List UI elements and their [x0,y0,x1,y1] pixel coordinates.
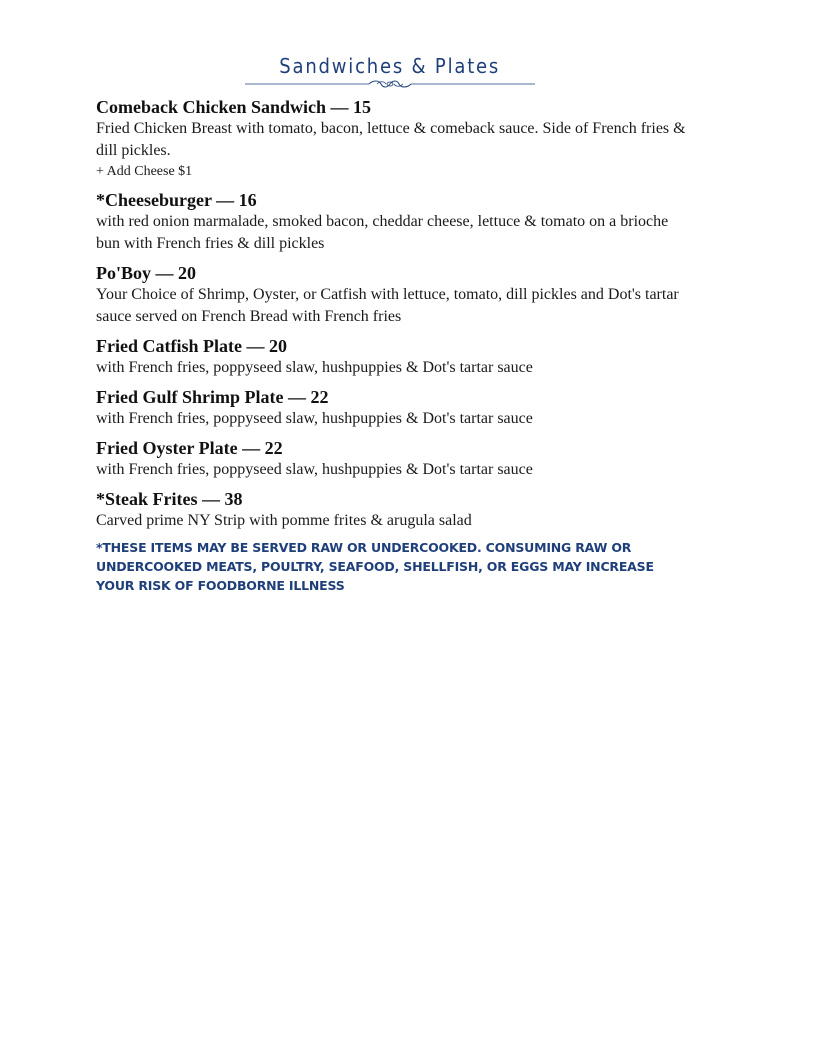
menu-item-name: Fried Oyster Plate — 22 [96,438,283,458]
menu-item-name: Fried Catfish Plate — 20 [96,336,287,356]
menu-item-addon: + Add Cheese $1 [96,164,193,179]
menu-item-name: *Steak Frites — 38 [96,489,243,509]
menu-item-fried-catfish-plate [96,335,696,379]
menu-item-description: with French fries, poppyseed slaw, hushpuppies & Dot's tartar sauce [96,461,533,478]
menu-item-poboy [96,262,696,328]
menu-item-description: with French fries, poppyseed slaw, hushpuppies & Dot's tartar sauce [96,410,533,427]
menu-item-comeback-chicken-sandwich [96,96,696,182]
menu-item-description: Carved prime NY Strip with pomme frites & arugula salad [96,512,472,529]
section-title: Sandwiches & Plates [279,54,501,78]
flourish-divider-icon [245,79,535,89]
menu-item-cheeseburger [96,189,696,255]
menu-item-description: with French fries, poppyseed slaw, hushpuppies & Dot's tartar sauce [96,359,533,376]
menu-item-description: with red onion marmalade, smoked bacon, cheddar cheese, lettuce & tomato on a brioche bun with French fries & dill pickles [96,213,669,252]
menu-item-description: Fried Chicken Breast with tomato, bacon, lettuce & comeback sauce. Side of French fries & dill pickles. [96,120,686,159]
raw-food-disclaimer: *THESE ITEMS MAY BE SERVED RAW OR UNDERCOOKED. CONSUMING RAW OR UNDERCOOKED MEATS, POULTRY, SEAFOOD, SHELLFISH, OR EGGS MAY INCREASE YOUR RISK OF FOODBORNE ILLNESS [96,540,654,593]
menu-item-fried-oyster-plate [96,437,696,481]
menu-item-description: Your Choice of Shrimp, Oyster, or Catfish with lettuce, tomato, dill pickles and Dot's tartar sauce served on French Bread with French fries [96,286,679,325]
menu-item-steak-frites [96,488,696,532]
menu-item-name: Comeback Chicken Sandwich — 15 [96,97,372,117]
menu-item-name: Po'Boy — 20 [96,263,197,283]
menu-item-fried-gulf-shrimp-plate [96,386,696,430]
menu-item-name: Fried Gulf Shrimp Plate — 22 [96,387,329,407]
menu-item-name: *Cheeseburger — 16 [96,190,257,210]
menu-page [96,52,696,595]
section-header [90,52,690,89]
